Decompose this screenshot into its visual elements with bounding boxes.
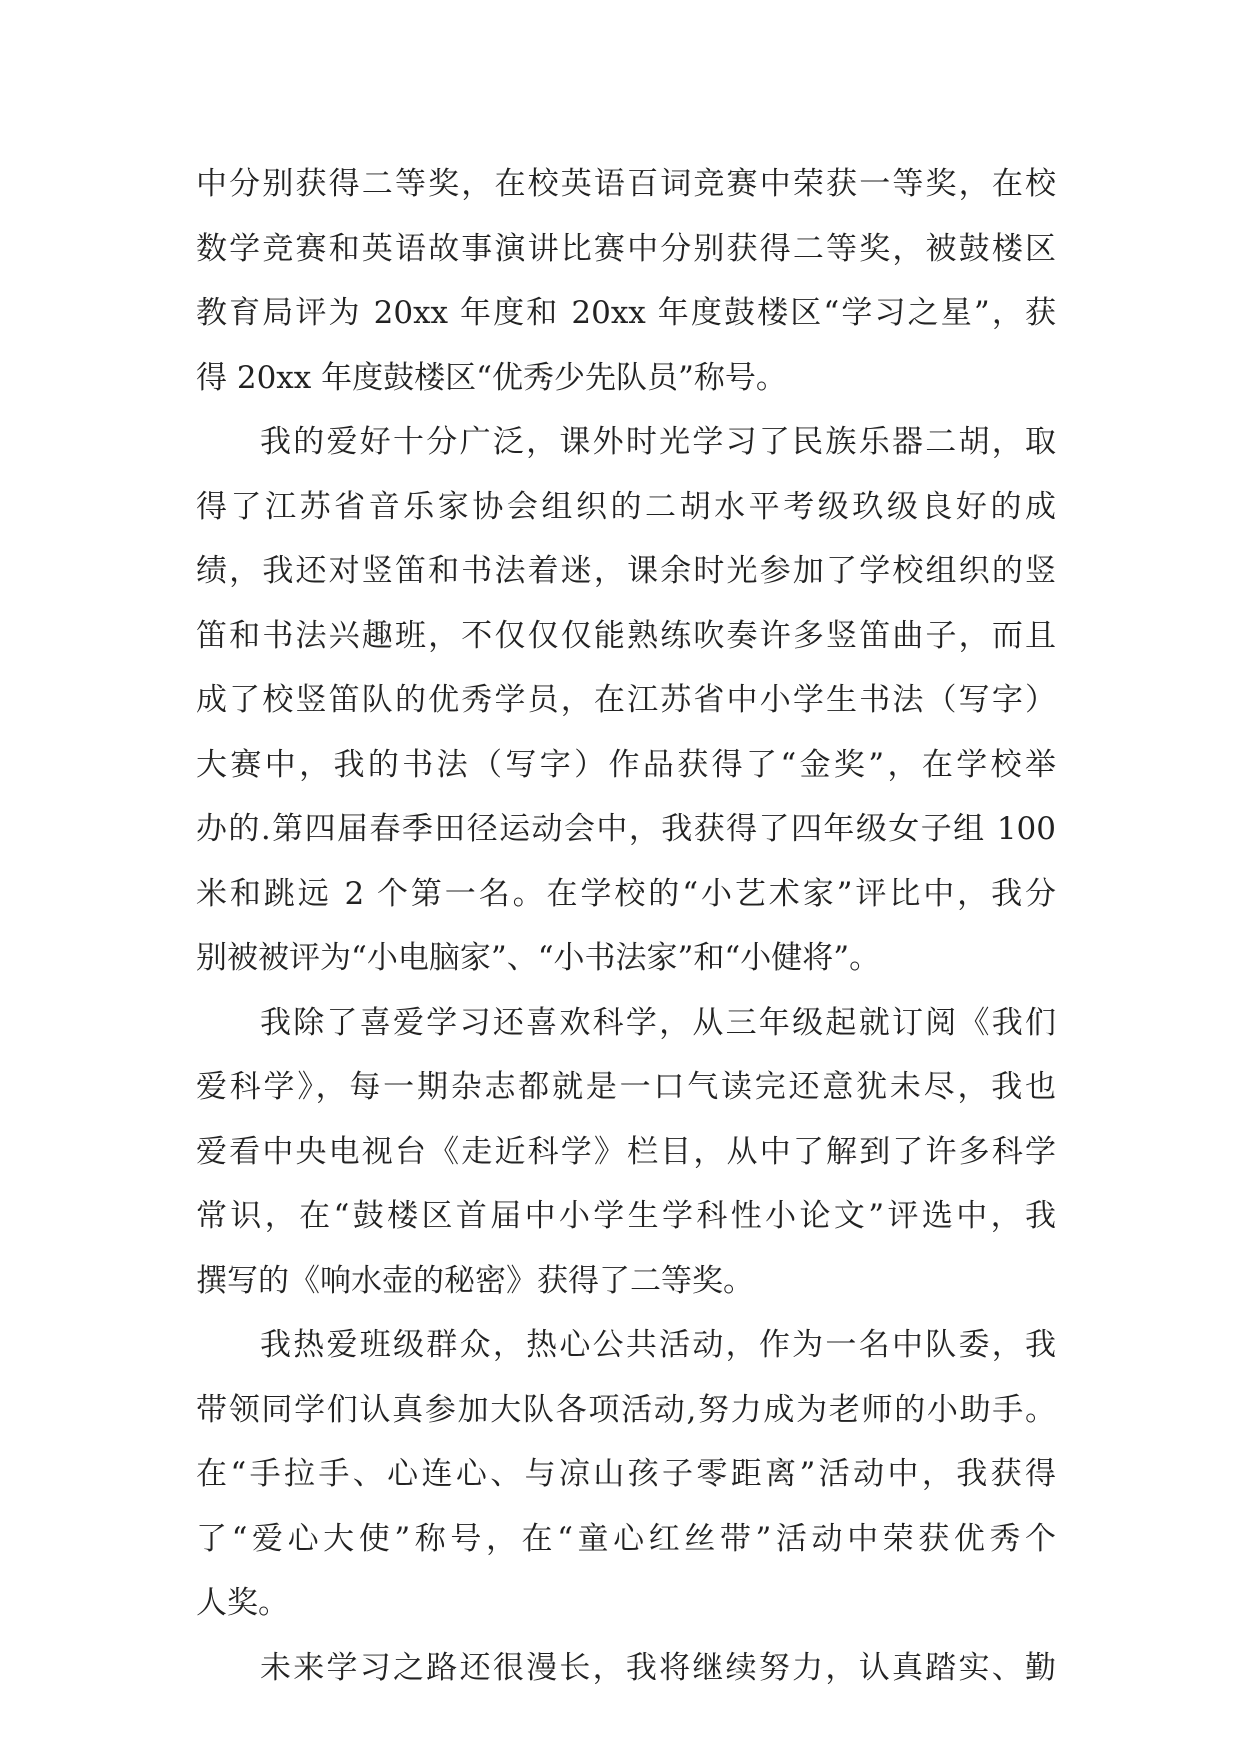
text-line: 爱科学》，每一期杂志都就是一口气读完还意犹未尽，我也 [196,1069,1056,1105]
text-line: 带领同学们认真参加大队各项活动,努力成为老师的小助手。 [196,1391,1056,1428]
text-line: 大赛中，我的书法（写字）作品获得了“金奖”，在学校举 [196,746,1056,783]
text-line: 数学竞赛和英语故事演讲比赛中分别获得二等奖，被鼓楼区 [196,230,1056,267]
text-line: 教育局评为 20xx 年度和 20xx 年度鼓楼区“学习之星”，获 [196,295,1056,331]
document-body [196,152,1056,1700]
text-line: 我除了喜爱学习还喜欢科学，从三年级起就订阅《我们 [260,1004,1056,1041]
text-line: 得 20xx 年度鼓楼区“优秀少先队员”称号。 [196,359,787,396]
text-line: 爱看中央电视台《走近科学》栏目，从中了解到了许多科学 [196,1133,1056,1170]
text-line: 我热爱班级群众，热心公共活动，作为一名中队委，我 [260,1327,1056,1363]
text-line: 常识，在“鼓楼区首届中小学生学科性小论文”评选中，我 [196,1198,1056,1234]
text-line: 绩，我还对竖笛和书法着迷，课余时光参加了学校组织的竖 [196,553,1056,589]
text-line: 了“爱心大使”称号，在“童心红丝带”活动中荣获优秀个 [196,1520,1056,1557]
text-line: 成了校竖笛队的优秀学员，在江苏省中小学生书法（写字） [196,682,1056,718]
text-line: 撰写的《响水壶的秘密》获得了二等奖。 [196,1262,754,1299]
text-line: 米和跳远 2 个第一名。在学校的“小艺术家”评比中，我分 [196,875,1056,912]
text-line: 办的.第四届春季田径运动会中，我获得了四年级女子组 100 [196,811,1056,847]
text-line: 中分别获得二等奖，在校英语百词竞赛中荣获一等奖，在校 [196,166,1056,202]
text-line: 我的爱好十分广泛，课外时光学习了民族乐器二胡，取 [260,424,1056,460]
text-line: 得了江苏省音乐家协会组织的二胡水平考级玖级良好的成 [196,488,1056,525]
text-line: 笛和书法兴趣班，不仅仅仅能熟练吹奏许多竖笛曲子，而且 [196,617,1056,654]
text-line: 在“手拉手、心连心、与凉山孩子零距离”活动中，我获得 [196,1456,1056,1492]
text-line: 人奖。 [196,1585,289,1621]
text-line: 未来学习之路还很漫长，我将继续努力，认真踏实、勤 [260,1649,1056,1686]
text-line: 别被被评为“小电脑家”、“小书法家”和“小健将”。 [196,940,881,976]
